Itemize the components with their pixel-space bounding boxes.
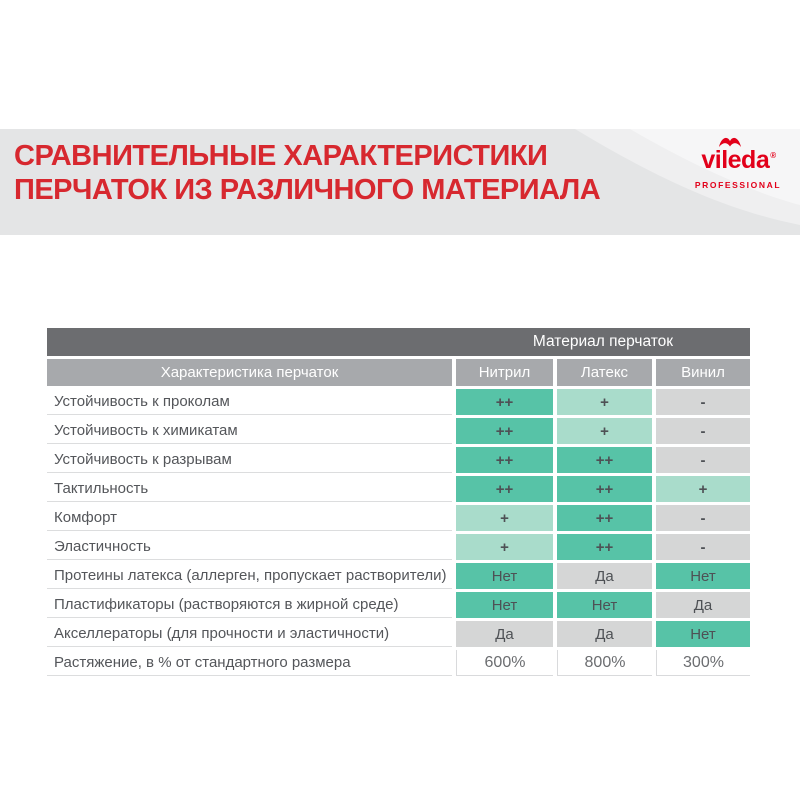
registered-mark: ® xyxy=(770,151,776,160)
logo-subtitle: PROFESSIONAL xyxy=(694,180,782,190)
table-cell: Нет xyxy=(456,563,553,589)
table-cell: Да xyxy=(456,621,553,647)
row-label: Устойчивость к химикатам xyxy=(47,418,452,444)
column-header-nitrile: Нитрил xyxy=(456,359,553,386)
column-header-latex: Латекс xyxy=(557,359,652,386)
table-group-header-row xyxy=(47,328,750,356)
table-cell: Да xyxy=(557,621,652,647)
logo-brand xyxy=(692,148,784,178)
table-cell: Нет xyxy=(557,592,652,618)
table-cell: + xyxy=(656,476,750,502)
page-title-line2: ПЕРЧАТОК ИЗ РАЗЛИЧНОГО МАТЕРИАЛА xyxy=(14,174,601,206)
row-label: Акселлераторы (для прочности и эластичности) xyxy=(47,621,452,647)
row-label: Устойчивость к разрывам xyxy=(47,447,452,473)
table-cell: + xyxy=(456,534,553,560)
table-cell: + xyxy=(557,418,652,444)
table-cell: ++ xyxy=(557,447,652,473)
row-label: Протеины латекса (аллерген, пропускает растворители) xyxy=(47,563,452,589)
table-cell: 300% xyxy=(656,650,750,676)
page-title xyxy=(14,139,600,207)
table-cell: ++ xyxy=(557,476,652,502)
header-band xyxy=(0,129,800,235)
table-cell: Да xyxy=(557,563,652,589)
table-cell: ++ xyxy=(456,418,553,444)
table-cell: Нет xyxy=(656,563,750,589)
table-cell: ++ xyxy=(557,505,652,531)
column-header-characteristic: Характеристика перчаток xyxy=(47,359,452,386)
table-cell: - xyxy=(656,418,750,444)
table-cell: + xyxy=(456,505,553,531)
table-cell: - xyxy=(656,505,750,531)
table-cell: ++ xyxy=(456,389,553,415)
table-cell: - xyxy=(656,389,750,415)
table-cell: 800% xyxy=(557,650,652,676)
group-header-spacer xyxy=(47,328,456,356)
row-label: Эластичность xyxy=(47,534,452,560)
table-cell: - xyxy=(656,447,750,473)
table-cell: + xyxy=(557,389,652,415)
row-label: Растяжение, в % от стандартного размера xyxy=(47,650,452,676)
table-cell: Нет xyxy=(456,592,553,618)
group-header-label: Материал перчаток xyxy=(532,333,674,350)
table-cell: Нет xyxy=(656,621,750,647)
row-label: Устойчивость к проколам xyxy=(47,389,452,415)
logo-brand-text: vileda xyxy=(701,146,770,174)
comparison-table xyxy=(47,328,750,676)
column-header-vinyl: Винил xyxy=(656,359,750,386)
vileda-logo xyxy=(692,135,784,190)
page-title-line1: СРАВНИТЕЛЬНЫЕ ХАРАКТЕРИСТИКИ xyxy=(14,140,548,172)
table-cell: ++ xyxy=(456,476,553,502)
row-label: Тактильность xyxy=(47,476,452,502)
row-label: Комфорт xyxy=(47,505,452,531)
table-cell: - xyxy=(656,534,750,560)
table-cell: 600% xyxy=(456,650,553,676)
table-cell: Да xyxy=(656,592,750,618)
row-label: Пластификаторы (растворяются в жирной среде) xyxy=(47,592,452,618)
table-cell: ++ xyxy=(456,447,553,473)
table-cell: ++ xyxy=(557,534,652,560)
